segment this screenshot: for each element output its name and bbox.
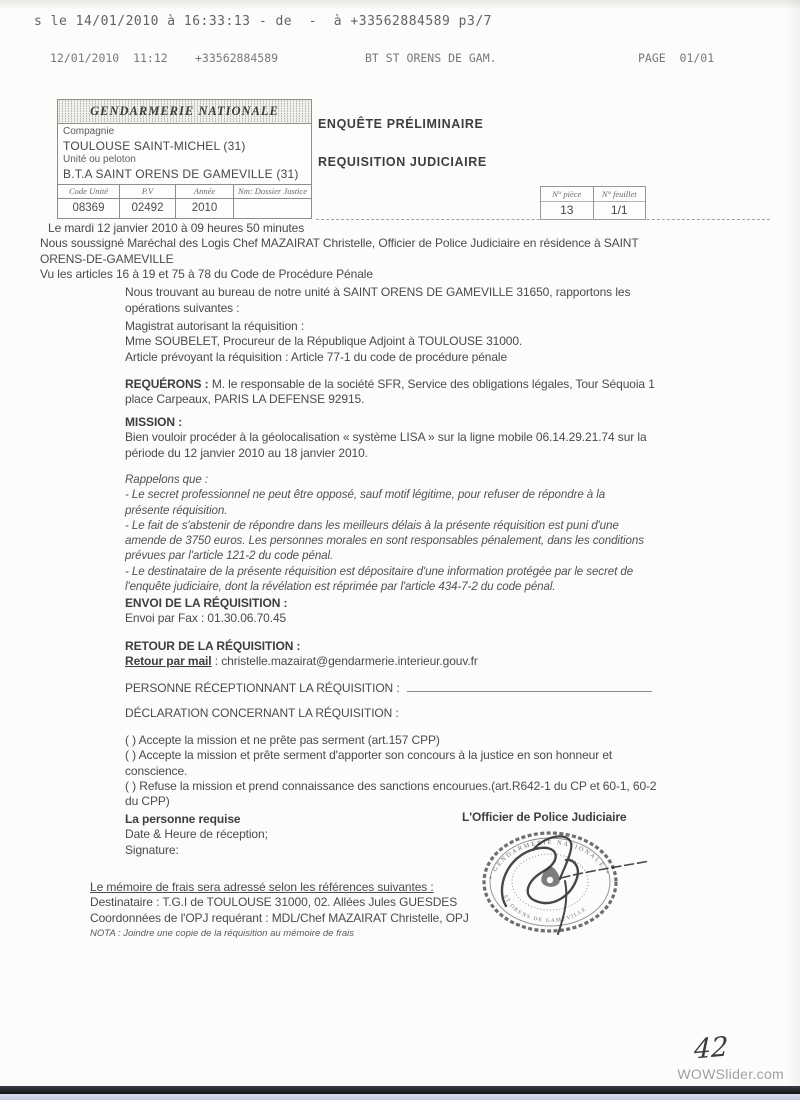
pv-value: 02492	[131, 202, 164, 214]
declaration-heading: DÉCLARATION CONCERNANT LA RÉQUISITION :	[125, 706, 399, 720]
magistrate-paragraph	[125, 319, 522, 365]
fax-transmission-line: s le 14/01/2010 à 16:33:13 - de - à +33562884589 p3/7	[34, 14, 492, 29]
declaration-option: ( ) Refuse la mission et prend connaissance des sanctions encourues.(art.R642-1 du CP et 60-1, 60-2	[125, 778, 657, 793]
operations-paragraph	[125, 284, 630, 316]
reminder-line: présente réquisition.	[125, 503, 228, 517]
requested-person-title: La personne requise	[125, 812, 241, 826]
magistrate-line: Mme SOUBELET, Procureur de la République Adjoint à TOULOUSE 31000.	[125, 334, 523, 349]
dossier-justice-header: Nm: Dossier Justice	[234, 185, 311, 199]
svg-text:ST ORENS DE GAMEVILLE: ST ORENS DE GAMEVILLE	[501, 894, 589, 925]
code-unite-header: Code Unité	[58, 185, 119, 199]
intro-line: Le mardi 12 janvier 2010 à 09 heures 50 minutes	[48, 221, 305, 235]
bottom-dark-bar	[0, 1086, 800, 1094]
unit-label: Unité ou peloton	[63, 154, 136, 165]
wowslider-watermark-link[interactable]: WOWSlider.com	[677, 1066, 784, 1082]
legal-reminder-paragraph	[125, 472, 644, 594]
document-title-requisition: REQUISITION JUDICIAIRE	[318, 155, 487, 169]
memoire-heading: Le mémoire de frais sera adressé selon les références suivantes :	[90, 880, 434, 894]
piece-number-header: N° pièce	[541, 187, 593, 202]
requerons-text: M. le responsable de la société SFR, Service des obligations légales, Tour Séquoia 1	[211, 377, 655, 391]
memoire-frais-section	[90, 880, 469, 941]
scan-edge-shadow	[786, 0, 800, 1086]
unit-reference-table	[58, 184, 311, 218]
scan-top-shading	[0, 0, 800, 10]
mission-label: MISSION :	[125, 415, 183, 429]
retour-heading: RETOUR DE LA RÉQUISITION :	[125, 639, 301, 653]
feuillet-number-value: 1/1	[610, 203, 628, 217]
intro-line: ORENS-DE-GAMEVILLE	[40, 251, 174, 266]
piece-number-value: 13	[560, 203, 574, 217]
retour-section	[125, 639, 478, 670]
reception-section	[125, 680, 652, 696]
document-title-enquete: ENQUÊTE PRÉLIMINAIRE	[318, 117, 484, 131]
memoire-destinataire: Destinataire : T.G.I de TOULOUSE 31000, 02. Allées Jules GUESDES	[90, 895, 458, 910]
reminder-line: - Le fait de s'abstenir de répondre dans les meilleurs délais à la présente réquisition est puni d'une	[125, 518, 619, 532]
gendarmerie-nationale-header: GENDARMERIE NATIONALE	[58, 100, 311, 124]
reminder-line: - Le destinataire de la présente réquisition est dépositaire d'une information protégée par le secret de	[125, 564, 634, 578]
retour-mail-address: : christelle.mazairat@gendarmerie.interieur.gouv.fr	[211, 654, 478, 669]
mission-line: Bien vouloir procéder à la géolocalisation « système LISA » sur la ligne mobile 06.14.29.21.74 sur la	[125, 430, 647, 445]
requested-person-block	[125, 812, 268, 858]
code-unite-value: 08369	[72, 202, 105, 214]
retour-mail-label: Retour par mail	[125, 654, 212, 669]
company-name: TOULOUSE SAINT-MICHEL (31)	[63, 139, 246, 153]
stamp-emblem-icon	[541, 867, 560, 888]
annee-value: 2010	[191, 202, 218, 214]
feuillet-number-header: N° feuillet	[594, 187, 646, 202]
intro-paragraph	[40, 221, 639, 282]
svg-text:* GENDARMERIE NATIONALE *: * GENDARMERIE NATIONALE *	[488, 838, 611, 881]
memoire-opj-contact: Coordonnées de l'OPJ requérant : MDL/Chef MAZAIRAT Christelle, OPJ	[90, 910, 469, 925]
gendarmerie-official-stamp	[478, 826, 654, 938]
mission-paragraph	[125, 415, 647, 461]
declaration-heading-wrap	[125, 706, 399, 721]
reminder-line: amende de 3750 euros. Les personnes morales en sont responsables pénalement, dans les conditions	[125, 534, 644, 548]
requerons-text: place Carpeaux, PARIS LA DEFENSE 92915.	[125, 392, 365, 407]
declaration-option: du CPP)	[125, 794, 170, 809]
declaration-option: ( ) Accepte la mission et prête serment d'apporter son concours à la justice en son honneur et	[125, 748, 613, 763]
declaration-option: conscience.	[125, 763, 188, 778]
operations-line: opérations suivantes :	[125, 301, 240, 315]
reminder-line: - Le secret professionnel ne peut être opposé, sauf motif légitime, pour refuser de répondre à la	[125, 488, 606, 502]
officer-title: L'Officier de Police Judiciaire	[462, 810, 627, 824]
signature-scrawl-icon	[502, 836, 650, 934]
intro-line: Vu les articles 16 à 19 et 75 à 78 du Code de Procédure Pénale	[40, 266, 373, 281]
unit-identification-box	[57, 99, 312, 219]
fax-station-name: BT ST ORENS DE GAM.	[365, 51, 497, 65]
unit-name: B.T.A SAINT ORENS DE GAMEVILLE (31)	[63, 167, 299, 181]
requerons-paragraph	[125, 377, 655, 408]
declaration-option: ( ) Accepte la mission et ne prête pas serment (art.157 CPP)	[125, 733, 440, 747]
memoire-nota: NOTA : Joindre une copie de la réquisition au mémoire de frais	[90, 927, 355, 939]
mission-line: période du 12 janvier 2010 au 18 janvier 2010.	[125, 445, 368, 460]
reminder-line: Rappelons que :	[125, 473, 208, 486]
envoi-fax-line: Envoi par Fax : 01.30.06.70.45	[125, 611, 287, 626]
magistrate-line: Article prévoyant la réquisition : Article 77-1 du code de procédure pénale	[125, 349, 508, 364]
header-separator-line	[316, 219, 770, 220]
envoi-heading: ENVOI DE LA RÉQUISITION :	[125, 596, 288, 610]
requerons-label: REQUÉRONS :	[125, 377, 209, 391]
company-label: Compagnie	[63, 126, 115, 137]
reception-label: PERSONNE RÉCEPTIONNANT LA RÉQUISITION :	[125, 681, 400, 695]
bottom-light-strip	[0, 1094, 800, 1100]
fax-number: +33562884589	[195, 51, 279, 65]
piece-feuillet-table	[540, 186, 646, 220]
operations-line: Nous trouvant au bureau de notre unité à SAINT ORENS DE GAMEVILLE 31650, rapportons les	[125, 285, 631, 299]
magistrate-line: Magistrat autorisant la réquisition :	[125, 319, 305, 333]
fax-datetime: 12/01/2010 11:12	[50, 51, 168, 65]
signature-label: Signature:	[125, 842, 179, 857]
reminder-line: l'enquête judiciaire, dont la révélation est réprimée par l'article 434-7-2 du code pénal.	[125, 580, 556, 594]
reminder-line: prévues par l'article 121-2 du code pénal.	[125, 549, 334, 563]
envoi-section	[125, 596, 287, 627]
reception-fill-in-line	[407, 680, 652, 692]
reception-date-label: Date & Heure de réception;	[125, 827, 268, 842]
fax-page-count: PAGE 01/01	[638, 51, 715, 65]
annee-header: Année	[176, 185, 233, 199]
declaration-options	[125, 733, 657, 809]
intro-line: Nous soussigné Maréchal des Logis Chef MAZAIRAT Christelle, Officier de Police Judiciaire en résidence à SAINT	[40, 236, 639, 251]
pv-header: P.V	[120, 185, 175, 199]
handwritten-page-number: 42	[693, 1031, 729, 1066]
